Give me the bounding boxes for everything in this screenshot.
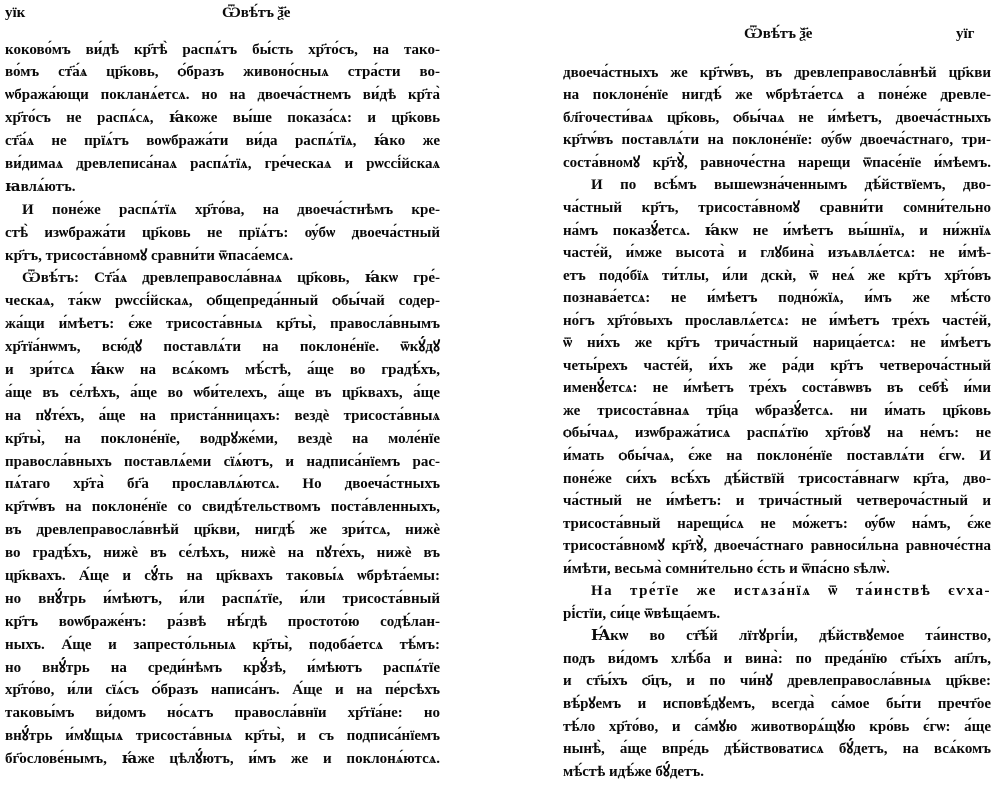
text-line: кр҃тъ, трисоста́вномꙋ сравни́ти ѿпаса́емсѧ.	[5, 247, 294, 264]
paragraph-start-line: Ѿвѣ́тъ: Ст҃а́ѧ древлеправосла́внаѧ цр҃ковь, ꙗ́кѡ гре́-	[22, 270, 440, 287]
text-line: ныхъ. А́ще и запресто́льныѧ кр҃ты̀, подоба́етсѧ тѣ́мъ:	[5, 636, 440, 653]
paragraph-start-line: И поне́же распѧ́тїѧ хр҃то́ва, на двоеча́стнѣмъ кре-	[22, 201, 440, 218]
text-line: ѡбража́ющи покланѧ́етсѧ. но на двоеча́стнемъ ви́дѣ кр҃та̀	[5, 87, 440, 104]
text-line: на поклоне́нїе нигдѣ́ же ѡбрѣта́етсѧ а поне́же древле-	[563, 87, 991, 104]
paragraph-start-line: Ꙗ́кѡ во ст҃ѣ́й лїтꙋргі́и, дѣ́йствꙋемое та́инство,	[591, 628, 991, 645]
text-line: поне́же си́хъ всѣ́хъ дѣ́йствїй трисоста́внагѡ кр҃та, дво-	[563, 470, 991, 487]
text-line: хр҃тїа́нѡмъ, всю́дꙋ поставлѧ́ти на поклоне́нїе. ѿкꙋ́дꙋ	[5, 339, 440, 356]
text-line: ѿ ни́хъ же кр҃тъ трича́стный нарица́етсѧ: не и́мѣетъ	[563, 335, 991, 352]
text-line: ви́димаѧ древлеписа́наѧ распѧ́тїѧ, гре́ческаѧ и рѡссі́йскаѧ	[5, 155, 440, 172]
text-line: бг҃ослове́нымъ, ꙗ́же цѣлꙋ́ютъ, и́мъ же и поклонѧ́ютсѧ.	[5, 751, 440, 768]
section-heading-line: На тре́тїе же истѧза́нїѧ ѿ та́инствѣ єѵха-	[591, 583, 991, 600]
text-line: познава́етсѧ: не и́мѣетъ подно́жїѧ, и́мъ же мѣ́сто	[563, 290, 991, 307]
text-line: трисоста́вный нарещи́сѧ не мо́жетъ: ѹ́бѡ на́мъ, є́же	[563, 515, 991, 532]
text-line: четы́рехъ часте́й, и́хъ же ра́ди кр҃тъ четвероча́стный	[563, 357, 991, 374]
text-line: ст҃а́ѧ не прїѧ́тъ воѡбража́ти ви́да распѧ́тїѧ, ꙗ́ко же	[5, 133, 440, 150]
folio-number: уїг	[956, 26, 975, 42]
running-head: Ѿвѣ́тъ ѯ҃е	[222, 5, 291, 21]
text-line: ѻбы́чаѧ, изѡбража́тисѧ распѧ́тїю хр҃то́вꙋ на не́мъ: не	[563, 425, 991, 442]
text-line: во градѣ́хъ, нижѐ въ се́лѣхъ, нижѐ на пꙋте́хъ, нижѐ въ	[5, 545, 440, 562]
text-line: часте́й, и́мже высота̀ и глꙋбина̀ изъѧвлѧ́етсѧ: не и́мѣ-	[563, 245, 991, 262]
text-line: мѣ́стѣ идѣ́же бꙋ́детъ.	[563, 763, 704, 780]
text-line: во́мъ ст҃а́ѧ цр҃ковь, ѻ́бразъ живоно́сныѧ стра́сти во-	[5, 64, 440, 81]
text-line: а́ще въ се́лѣхъ, а́ще во ѡби́телехъ, а́ще въ цр҃квахъ, а́ще	[5, 384, 440, 401]
text-line: кр҃тъ воѡбраже́нъ: ра́звѣ нѣ́гдѣ простото́ю содѣ́лан-	[5, 613, 440, 630]
text-line: но́гъ хр҃то́выхъ прославлѧ́етсѧ: не и́мѣетъ тре́хъ часте́й,	[563, 312, 991, 329]
text-line: соста́вномꙋ кр҃тꙋ̀, равноче́стна нарещи ѿпасе́нїе и́мѣемъ.	[563, 154, 991, 171]
folio-number: уїк	[5, 5, 26, 21]
text-line: хр҃то́съ не распѧ́сѧ, ꙗ́коже вы́ше показа́сѧ: и цр҃ковь	[5, 110, 440, 127]
text-line: ческаѧ, та́кѡ рѡссі́йскаѧ, ѻбщепреда́нный ѻбы́чай содер-	[5, 293, 440, 310]
text-line: коково́мъ ви́дѣ кр҃тѣ̀ распѧ́тъ бы́сть хр҃то́съ, на тако-	[5, 41, 440, 58]
text-line: же трисоста́внаѧ тр҃ца ѡбразꙋ́етсѧ. ни и́мать цр҃ковь	[563, 402, 991, 419]
text-line: тѣ́ло хр҃то́во, и са́мꙋю животворѧ́щꙋю кро́вь є́гѡ: а́ще	[563, 718, 991, 735]
text-line: на пꙋте́хъ, а́ще на приста́нницахъ: вездѐ трисоста́вныѧ	[5, 407, 440, 424]
text-line: и́мать ѻбы́чаѧ, є́же на поклоне́нїе поставлѧ́ти є́гѡ. И	[563, 447, 991, 464]
text-line: въ древлеправосла́внѣй цр҃кви, нигдѣ́ же зри́тсѧ, нижѐ	[5, 522, 440, 539]
text-line: правосла́вныхъ поставлѧ́еми сїѧ́ютъ, и надписа́нїемъ рас-	[5, 453, 440, 470]
text-line: цр҃квахъ. А́ще и сꙋ́ть на цр҃квахъ таковы́ѧ ѡбрѣта́емы:	[5, 567, 440, 584]
text-line: на́мъ показꙋ́етсѧ. ꙗ́кѡ не и́мѣетъ вы́шнїѧ, и ни́жнїѧ	[563, 222, 991, 239]
text-line: но внꙋ́трь и́мѣютъ, и́ли распѧ́тїе, и́ли трисоста́вный	[5, 590, 440, 607]
text-line: нынѣ̀, а́ще впре́дь дѣ́йствоватисѧ бꙋ́детъ, на всѧ́комъ	[563, 741, 991, 758]
text-line: и́мѣти, весьма̀ сомни́тельно є́сть и ѿпа́сно ѕѣлѡ̀.	[563, 560, 890, 577]
text-line: кр҃тѡ́въ на поклоне́нїе со свидѣ́тельствомъ поста́вленныхъ,	[5, 499, 440, 516]
text-line: подъ ви́домъ хлѣ́ба и вина̀: по преда́нїю ст҃ы́хъ ап҃лъ,	[563, 650, 991, 667]
text-line: таковы́мъ ви́домъ но́сѧтъ правосла́внїи хр҃тїа́не: но	[5, 705, 440, 722]
right-page	[500, 0, 1000, 794]
text-line: хр҃то́во, и́ли сїѧ́съ ѻ́бразъ написа́нъ. А́ще и на пе́рсѣхъ	[5, 682, 440, 699]
text-line: двоеча́стныхъ же кр҃тѡ́въ, въ древлеправосла́внѣй цр҃кви	[563, 64, 991, 81]
text-line: жа́щи и́мѣетъ: є́же трисоста́вныѧ кр҃ты̀, правосла́внымъ	[5, 316, 440, 333]
paragraph-start-line: И по всѣ́мъ вышеѡзна́ченнымъ дѣ́йствїемъ, дво-	[591, 177, 991, 194]
text-line: внꙋ́трь и́мꙋщыѧ трисоста́вныѧ кр҃ты̀, и съ подписа́нїемъ	[5, 728, 440, 745]
text-line: стѣ̀ изѡбража́ти цр҃ковь не прїѧ́тъ: ѹ́бѡ двоеча́стный	[5, 224, 440, 241]
text-line: и ст҃ы́хъ ѻ҃цъ, и по чи́нꙋ древлеправосла́вныѧ цр҃кве:	[563, 673, 991, 690]
section-heading-line: рі́стїи, си́це ѿвѣща́емъ.	[563, 605, 721, 622]
text-line: именꙋ́етсѧ: не и́мѣетъ тре́хъ соста́вѡвъ въ себѣ̀ и́ми	[563, 380, 991, 397]
running-head: Ѿвѣ́тъ ѯ҃е	[744, 26, 813, 42]
text-line: и зри́тсѧ ꙗ́кѡ на всѧ́комъ мѣ́стѣ, а́ще во градѣ́хъ,	[5, 361, 440, 378]
text-line: трисоста́вномꙋ кр҃тꙋ̀, двоеча́стнаго равноси́льна равноче́стна	[563, 538, 991, 555]
page-body	[5, 39, 441, 772]
text-line: ча́стный не и́мѣетъ: и трича́стный четвероча́стный и	[563, 493, 991, 510]
text-line: пѧ́таго хр҃та̀ бг҃а прославлѧ́ютсѧ. Но двоеча́стныхъ	[5, 476, 440, 493]
text-line: ча́стный кр҃тъ, трисоста́вномꙋ сравни́ти сомни́тельно	[563, 199, 991, 216]
text-line: бл҃гочести́ваѧ цр҃ковь, ѻбы́чаѧ не и́мѣетъ, двоеча́стныхъ	[563, 109, 991, 126]
text-line: вѣ́рꙋемъ и исповѣ́дꙋемъ, всегда̀ са́мое бы́ти пречт҃ое	[563, 696, 991, 712]
text-line: но внꙋ́трь на среди́нѣмъ крꙋ́зѣ, и́мѣютъ распѧ́тїе	[5, 659, 440, 676]
text-line: кр҃ты̀, на поклоне́нїе, водрꙋже́ми, вездѐ на моле́нїе	[5, 430, 440, 447]
page-body	[563, 62, 992, 784]
text-line: кр҃тѡ́въ поставлѧ́ти на поклоне́нїе: ѹ́бѡ двоеча́стнаго, три-	[563, 132, 991, 149]
text-line: ꙗвлѧ́ютъ.	[5, 178, 76, 195]
text-line: етъ подо́бїѧ ти́тлы, и́ли дскѝ, ѿ неѧ́ же кр҃тъ хр҃то́въ	[563, 267, 991, 284]
